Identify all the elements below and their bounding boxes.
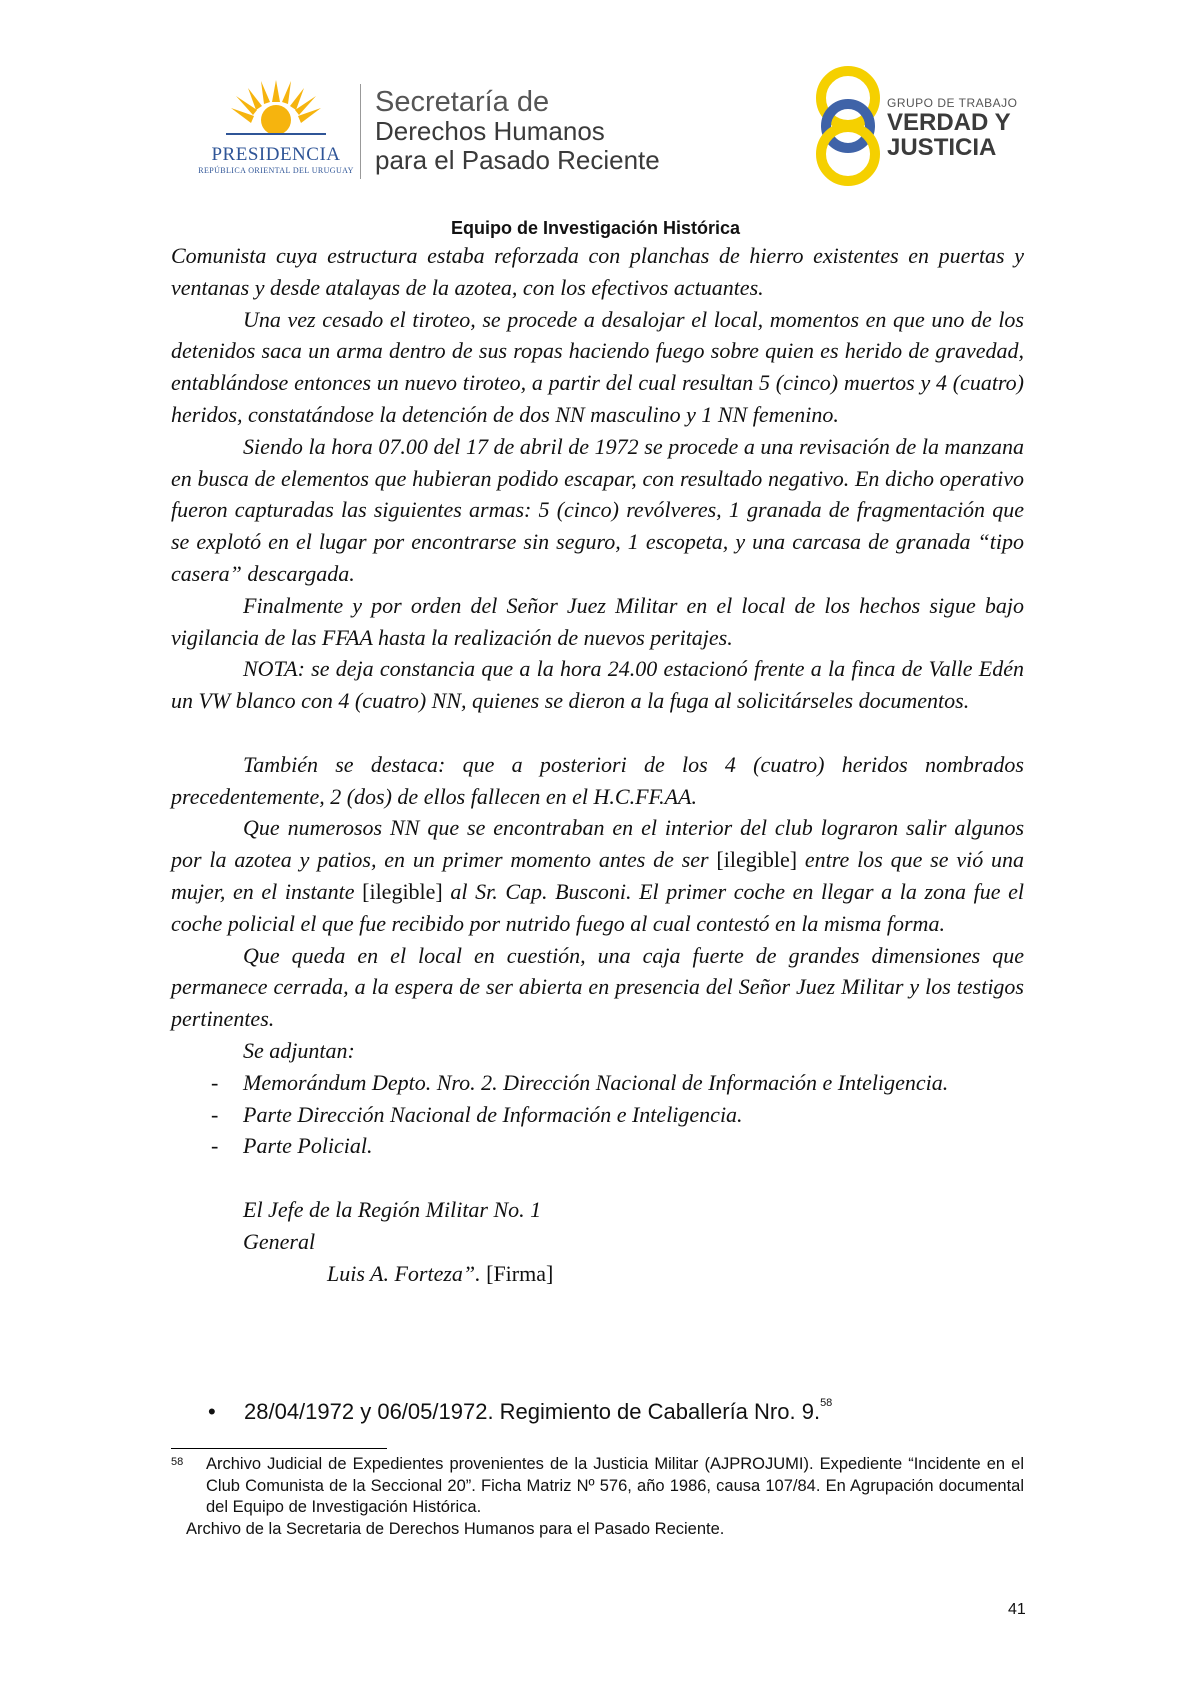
- blank-line: [171, 717, 1024, 749]
- grupo-line2: VERDAD Y: [887, 109, 1011, 136]
- document-body: [171, 240, 1024, 1289]
- blank-line: [171, 1162, 1024, 1194]
- illegible-mark: [ilegible]: [716, 847, 798, 873]
- signature-name: Luis A. Forteza”.: [327, 1260, 481, 1286]
- dated-entry-label: 28/04/1972 y 06/05/1972. Regimiento de Caballería Nro. 9.: [244, 1399, 821, 1424]
- attachments-list: [171, 1067, 1024, 1162]
- footnote-separator: [171, 1448, 387, 1449]
- signature-mark: [Firma]: [486, 1260, 554, 1286]
- verdad-justicia-rings-icon: [810, 64, 886, 188]
- footnote-text: Archivo Judicial de Expedientes provenientes de la Justicia Militar (AJPROJUMI). Expediente “Incidente en el Club Comunista de la Seccional 20”. Ficha Matriz Nº 576, año 1986, causa 107/84. En Agrupación documental del Equipo de Investigación Histórica.: [206, 1455, 1024, 1516]
- list-item-text: Parte Policial.: [243, 1133, 373, 1159]
- paragraph-7: [171, 812, 1024, 939]
- secretaria-line3: para el Pasado Reciente: [375, 145, 660, 175]
- paragraph-7-part-b: entre los que se vió una mujer, en el instante: [171, 847, 1025, 904]
- footnote-number: 58: [171, 1456, 184, 1468]
- paragraph-1: Comunista cuya estructura estaba reforzada con planchas de hierro existentes en puertas y ventanas y desde atalayas de la azotea, con los efectivos actuantes.: [171, 243, 1024, 300]
- page-header: [0, 0, 1191, 215]
- grupo-line1: GRUPO DE TRABAJO: [887, 96, 1018, 110]
- paragraph-6: También se destaca: que a posteriori de los 4 (cuatro) heridos nombrados precedentemente, 2 (dos) de ellos fallecen en el H.C.FF.AA.: [171, 751, 1024, 809]
- paragraph-7-part-a: Que numerosos NN que se encontraban en el interior del club lograron salir algunos por la azotea y patios, en un primer momento antes de ser: [171, 815, 1024, 873]
- list-item: [171, 1130, 1024, 1162]
- grupo-trabajo-logo: [887, 96, 1017, 160]
- list-item: [171, 1099, 1024, 1131]
- paragraph-7-part-c: al Sr. Cap. Busconi. El primer coche en llegar a la zona fue el coche policial el que fue recibido por nutrido fuego al cual contestó en la misma forma.: [171, 878, 1025, 936]
- paragraph-4: Finalmente y por orden del Señor Juez Militar en el local de los hechos sigue bajo vigilancia de las FFAA hasta la realización de nuevos peritajes.: [171, 592, 1024, 650]
- secretaria-line1: Secretaría de: [375, 86, 550, 118]
- list-item: [171, 1067, 1024, 1099]
- secretaria-line2: Derechos Humanos: [375, 116, 605, 146]
- presidencia-logo: [196, 78, 356, 178]
- footnote: [171, 1454, 1024, 1540]
- paragraph-3: Siendo la hora 07.00 del 17 de abril de 1972 se procede a una revisación de la manzana en busca de elementos que hubieran podido escapar, con resultado negativo. En dicho operativo fueron capturadas las siguientes armas: 5 (cinco) revólveres, 1 granada de fragmentación que se explotó en el lugar por encontrarse sin seguro, 1 escopeta, y una carcasa de granada “tipo casera” descargada.: [171, 433, 1024, 586]
- dash-bullet: -: [211, 1101, 219, 1127]
- attachments-heading: Se adjuntan:: [243, 1037, 355, 1063]
- secretaria-logo: [375, 88, 660, 175]
- bullet-dot-icon: •: [208, 1399, 216, 1424]
- signature-name-line: [171, 1258, 1024, 1290]
- list-item-text: Memorándum Depto. Nro. 2. Dirección Nacional de Información e Inteligencia.: [243, 1069, 949, 1095]
- presidencia-name: PRESIDENCIA: [211, 144, 341, 165]
- paragraph-2: Una vez cesado el tiroteo, se procede a desalojar el local, momentos en que uno de los detenidos saca un arma dentro de sus ropas haciendo fuego sobre quien es herido de gravedad, entablándose entonces un nuevo tiroteo, a partir del cual resultan 5 (cinco) muertos y 4 (cuatro) heridos, constatándose la detención de dos NN masculino y 1 NN femenino.: [171, 306, 1024, 427]
- grupo-line3: JUSTICIA: [887, 134, 997, 161]
- header-divider: [360, 84, 361, 179]
- illegible-mark: [ilegible]: [362, 878, 443, 904]
- paragraph-nota: NOTA: se deja constancia que a la hora 24.00 estacionó frente a la finca de Valle Edén un VW blanco con 4 (cuatro) NN, quienes se dieron a la fuga al solicitárseles documentos.: [171, 656, 1024, 714]
- dash-bullet: -: [211, 1069, 219, 1095]
- dash-bullet: -: [211, 1133, 219, 1159]
- sun-emblem-icon: [226, 78, 326, 144]
- signature-rank: General: [243, 1228, 316, 1254]
- header-subtitle: Equipo de Investigación Histórica: [450, 218, 741, 238]
- presidencia-subtitle: REPÚBLICA ORIENTAL DEL URUGUAY: [198, 166, 354, 175]
- paragraph-8: Que queda en el local en cuestión, una caja fuerte de grandes dimensiones que permanece cerrada, a la espera de ser abierta en presencia del Señor Juez Militar y los testigos pertinentes.: [171, 942, 1024, 1032]
- footnote-ref[interactable]: 58: [820, 1397, 833, 1409]
- footnote-text-last: Archivo de la Secretaria de Derechos Humanos para el Pasado Reciente.: [186, 1519, 725, 1538]
- dated-entry-text: [244, 1399, 832, 1425]
- page-number: 41: [1008, 1601, 1026, 1618]
- signature-title: El Jefe de la Región Militar No. 1: [243, 1196, 542, 1222]
- list-item-text: Parte Dirección Nacional de Información e Inteligencia.: [243, 1101, 743, 1127]
